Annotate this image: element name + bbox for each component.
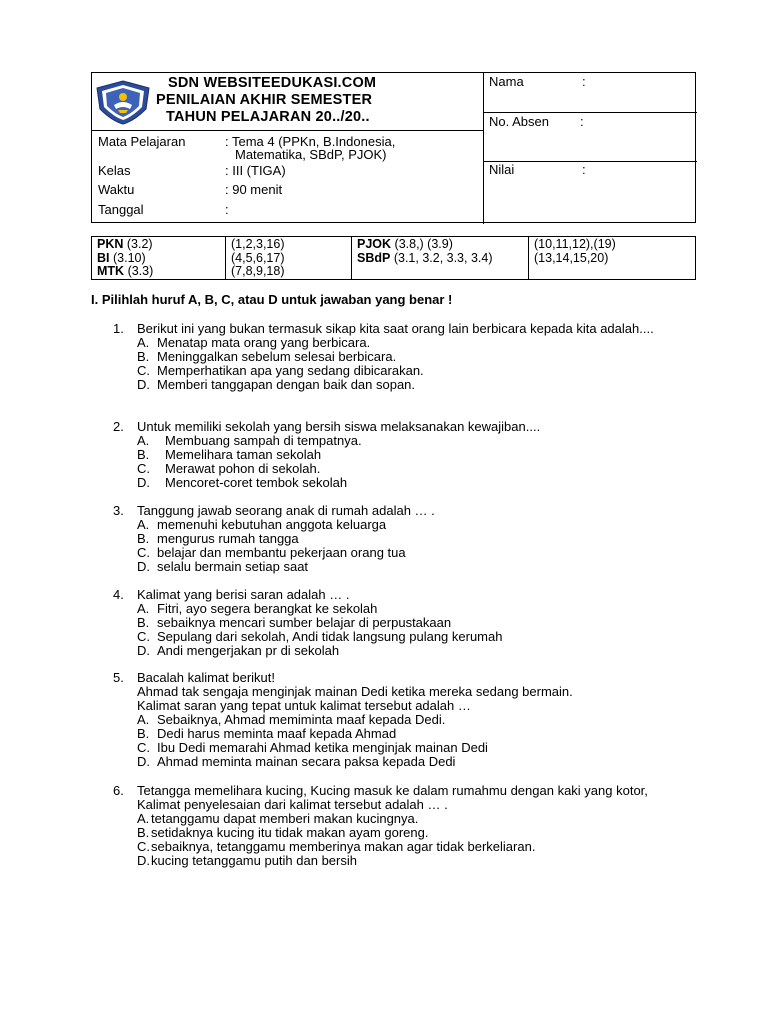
student-fields <box>484 73 697 224</box>
question-text: Berikut ini yang bukan termasuk sikap kita saat orang lain berbicara kepada kita adalah.... <box>137 321 654 336</box>
kd-numbers: (10,11,12),(19) <box>534 237 616 251</box>
section-instruction: I. Pilihlah huruf A, B, C, atau D untuk jawaban yang benar ! <box>91 292 453 307</box>
question-4 <box>113 588 679 658</box>
option-a[interactable]: A. Fitri, ayo segera berangkat ke sekolah <box>137 601 378 616</box>
option-c[interactable]: C. Memperhatikan apa yang sedang dibicarakan. <box>137 363 424 378</box>
time-value: : 90 menit <box>225 182 283 197</box>
score-field[interactable] <box>484 162 697 224</box>
option-b[interactable]: B. sebaiknya mencari sumber belajar di perpustakaan <box>137 615 452 630</box>
option-d[interactable]: D. selalu bermain setiap saat <box>137 559 309 574</box>
kd-left-subjects <box>92 237 226 279</box>
date-label: Tanggal <box>98 202 144 217</box>
question-text: Untuk memiliki sekolah yang bersih siswa melaksanakan kewajiban.... <box>137 419 541 434</box>
question-number: 3. <box>113 503 124 518</box>
option-b[interactable]: B. Meninggalkan sebelum selesai berbicara. <box>137 349 397 364</box>
option-a[interactable]: A. Sebaiknya, Ahmad memiminta maaf kepada Dedi. <box>137 712 446 727</box>
kd-numbers: (13,14,15,20) <box>534 250 609 265</box>
option-d[interactable]: D. Ahmad meminta mainan secara paksa kepada Dedi <box>137 754 456 769</box>
school-name: SDN WEBSITEEDUKASI.COM <box>168 75 377 91</box>
kd-row: BI (3.10) <box>97 250 146 265</box>
question-prompt: Kalimat saran yang tepat untuk kalimat tersebut adalah … <box>137 698 471 713</box>
subject-value-cont: Matematika, SBdP, PJOK) <box>235 147 387 162</box>
exam-header-table <box>91 72 696 223</box>
question-number: 2. <box>113 419 124 434</box>
absen-field[interactable] <box>484 113 697 162</box>
option-a[interactable]: A. tetanggamu dapat memberi makan kucingnya. <box>137 811 419 826</box>
exam-title: PENILAIAN AKHIR SEMESTER <box>156 92 373 108</box>
option-b[interactable]: B. mengurus rumah tangga <box>137 531 299 546</box>
option-b[interactable]: B. Memelihara taman sekolah <box>137 447 322 462</box>
class-label: Kelas <box>98 163 131 178</box>
option-d[interactable]: D.kucing tetanggamu putih dan bersih <box>137 853 357 868</box>
question-1 <box>113 322 679 392</box>
kd-numbers: (7,8,9,18) <box>231 264 285 278</box>
kd-numbers: (1,2,3,16) <box>231 237 285 251</box>
class-value: : III (TIGA) <box>225 163 286 178</box>
competency-table <box>91 236 696 280</box>
question-number: 1. <box>113 321 124 336</box>
option-c[interactable]: C.sebaiknya, tetanggamu memberinya makan agar tidak berkeliaran. <box>137 839 536 854</box>
exam-info-cell <box>92 131 484 224</box>
absen-label: No. Absen <box>489 114 549 129</box>
question-text: Bacalah kalimat berikut! <box>137 670 276 685</box>
option-d[interactable]: D. Mencoret-coret tembok sekolah <box>137 475 348 490</box>
subject-label: Mata Pelajaran <box>98 134 186 149</box>
question-text: Kalimat yang berisi saran adalah … . <box>137 587 350 602</box>
absen-colon: : <box>580 114 584 129</box>
date-value: : <box>225 202 229 217</box>
question-6 <box>113 784 679 868</box>
option-a[interactable]: A. Menatap mata orang yang berbicara. <box>137 335 371 350</box>
question-number: 5. <box>113 670 124 685</box>
question-text: Tanggung jawab seorang anak di rumah adalah … . <box>137 503 435 518</box>
kd-right-numbers <box>529 237 695 279</box>
question-text: Tetangga memelihara kucing, Kucing masuk ke dalam rumahmu dengan kaki yang kotor, <box>137 783 648 798</box>
option-b[interactable]: B. Dedi harus meminta maaf kepada Ahmad <box>137 726 397 741</box>
question-number: 6. <box>113 783 124 798</box>
option-d[interactable]: D. Memberi tanggapan dengan baik dan sopan. <box>137 377 416 392</box>
subject-value: : Tema 4 (PPKn, B.Indonesia, <box>225 134 396 149</box>
option-b[interactable]: B. setidaknya kucing itu tidak makan ayam goreng. <box>137 825 429 840</box>
kd-left-numbers <box>226 237 352 279</box>
option-d[interactable]: D. Andi mengerjakan pr di sekolah <box>137 643 340 658</box>
option-a[interactable]: A. Membuang sampah di tempatnya. <box>137 433 362 448</box>
option-a[interactable]: A. memenuhi kebutuhan anggota keluarga <box>137 517 387 532</box>
kd-row: PKN (3.2) <box>97 237 153 251</box>
question-5 <box>113 671 679 769</box>
option-c[interactable]: C. Merawat pohon di sekolah. <box>137 461 321 476</box>
option-c[interactable]: C. Sepulang dari sekolah, Andi tidak langsung pulang kerumah <box>137 629 503 644</box>
school-year: TAHUN PELAJARAN 20../20.. <box>166 109 370 125</box>
kd-row: SBdP (3.1, 3.2, 3.3, 3.4) <box>357 250 493 265</box>
name-field[interactable] <box>484 73 697 113</box>
option-c[interactable]: C. Ibu Dedi memarahi Ahmad ketika menginjak mainan Dedi <box>137 740 488 755</box>
question-2 <box>113 420 679 490</box>
score-colon: : <box>582 162 586 177</box>
option-c[interactable]: C. belajar dan membantu pekerjaan orang tua <box>137 545 406 560</box>
school-title-cell <box>92 73 484 131</box>
time-label: Waktu <box>98 182 135 197</box>
question-passage: Ahmad tak sengaja menginjak mainan Dedi ketika mereka sedang bermain. <box>137 684 573 699</box>
name-label: Nama <box>489 74 524 89</box>
tut-wuri-handayani-logo-icon <box>94 79 152 125</box>
kd-right-subjects <box>352 237 529 279</box>
kd-row: PJOK (3.8,) (3.9) <box>357 237 453 251</box>
question-prompt: Kalimat penyelesaian dari kalimat tersebut adalah … . <box>137 797 448 812</box>
question-3 <box>113 504 679 574</box>
score-label: Nilai <box>489 162 515 177</box>
question-number: 4. <box>113 587 124 602</box>
name-colon: : <box>582 74 586 89</box>
kd-row: MTK (3.3) <box>97 264 154 278</box>
kd-numbers: (4,5,6,17) <box>231 250 285 265</box>
